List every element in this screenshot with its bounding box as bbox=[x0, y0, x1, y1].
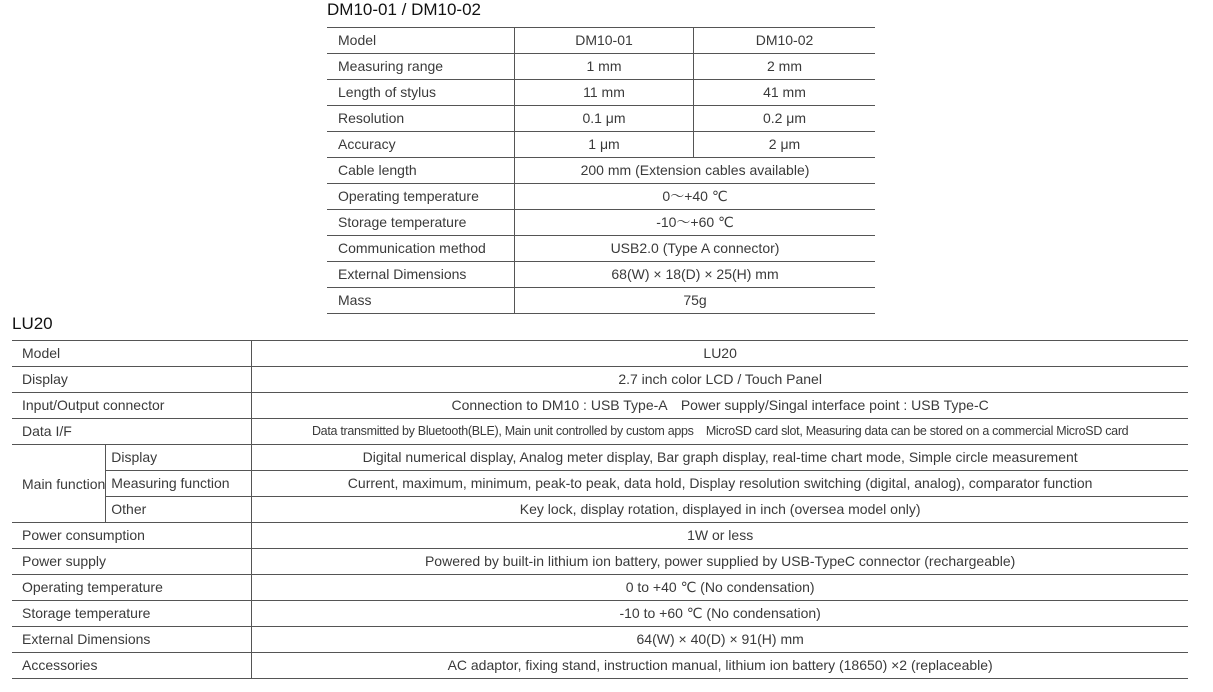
cell-value: Digital numerical display, Analog meter display, Bar graph display, real-time chart mode, Simple circle measurement bbox=[252, 445, 1188, 471]
sub-row-label: Display bbox=[106, 445, 252, 471]
cell-value: 200 mm (Extension cables available) bbox=[515, 158, 876, 184]
cell-value: Powered by built-in lithium ion battery, power supplied by USB-TypeC connector (rechargeable) bbox=[252, 549, 1188, 575]
row-label: Model bbox=[327, 28, 515, 54]
row-label: External Dimensions bbox=[327, 262, 515, 288]
table-row bbox=[12, 575, 1188, 601]
row-label: Resolution bbox=[327, 106, 515, 132]
row-label: Operating temperature bbox=[327, 184, 515, 210]
lu-spec-table bbox=[12, 340, 1188, 679]
table-row bbox=[12, 393, 1188, 419]
column-header: DM10-01 bbox=[515, 28, 694, 54]
cell-value: 2 mm bbox=[694, 54, 876, 80]
cell-value: 11 mm bbox=[515, 80, 694, 106]
cell-value: 0.1 μm bbox=[515, 106, 694, 132]
cell-value: -10 to +60 ℃ (No condensation) bbox=[252, 601, 1188, 627]
row-label: Storage temperature bbox=[327, 210, 515, 236]
table-row bbox=[12, 549, 1188, 575]
row-label: External Dimensions bbox=[12, 627, 252, 653]
table-row bbox=[12, 627, 1188, 653]
row-label: Measuring range bbox=[327, 54, 515, 80]
cell-value: 0.2 μm bbox=[694, 106, 876, 132]
table-row bbox=[12, 653, 1188, 679]
table-row bbox=[327, 236, 875, 262]
cell-value: 2.7 inch color LCD / Touch Panel bbox=[252, 367, 1188, 393]
row-label: Model bbox=[12, 341, 252, 367]
table-row bbox=[12, 497, 1188, 523]
cell-value: 1 μm bbox=[515, 132, 694, 158]
sub-row-label: Measuring function bbox=[106, 471, 252, 497]
table-row bbox=[327, 132, 875, 158]
column-header: DM10-02 bbox=[694, 28, 876, 54]
table-row bbox=[12, 471, 1188, 497]
dm-section-title: DM10-01 / DM10-02 bbox=[327, 0, 482, 19]
table-row bbox=[327, 106, 875, 132]
table-row bbox=[327, 80, 875, 106]
sub-row-label: Other bbox=[106, 497, 252, 523]
row-label: Power supply bbox=[12, 549, 252, 575]
main-function-label: Main function bbox=[12, 445, 106, 523]
cell-value: Key lock, display rotation, displayed in inch (oversea model only) bbox=[252, 497, 1188, 523]
table-row bbox=[327, 158, 875, 184]
table-row bbox=[327, 184, 875, 210]
cell-value: 0〜+40 ℃ bbox=[515, 184, 876, 210]
cell-value: 1W or less bbox=[252, 523, 1188, 549]
row-label: Length of stylus bbox=[327, 80, 515, 106]
row-label: Storage temperature bbox=[12, 601, 252, 627]
row-label: Data I/F bbox=[12, 419, 252, 445]
cell-value: LU20 bbox=[252, 341, 1188, 367]
cell-value: 2 μm bbox=[694, 132, 876, 158]
row-label: Accuracy bbox=[327, 132, 515, 158]
cell-value: 0 to +40 ℃ (No condensation) bbox=[252, 575, 1188, 601]
row-label: Accessories bbox=[12, 653, 252, 679]
row-label: Display bbox=[12, 367, 252, 393]
row-label: Operating temperature bbox=[12, 575, 252, 601]
row-label: Communication method bbox=[327, 236, 515, 262]
cell-value: 64(W) × 40(D) × 91(H) mm bbox=[252, 627, 1188, 653]
table-row bbox=[327, 288, 875, 314]
table-row bbox=[12, 523, 1188, 549]
table-row bbox=[12, 341, 1188, 367]
table-row bbox=[327, 262, 875, 288]
dm-spec-table bbox=[327, 27, 875, 314]
row-label: Cable length bbox=[327, 158, 515, 184]
row-label: Input/Output connector bbox=[12, 393, 252, 419]
cell-value: Data transmitted by Bluetooth(BLE), Main unit controlled by custom apps MicroSD card slot, Measuring data can be stored on a commercial MicroSD card bbox=[252, 419, 1188, 445]
table-row bbox=[12, 419, 1188, 445]
cell-value: USB2.0 (Type A connector) bbox=[515, 236, 876, 262]
table-row bbox=[12, 601, 1188, 627]
row-label: Mass bbox=[327, 288, 515, 314]
table-row bbox=[327, 28, 875, 54]
table-row bbox=[12, 445, 1188, 471]
row-label: Power consumption bbox=[12, 523, 252, 549]
cell-value: 68(W) × 18(D) × 25(H) mm bbox=[515, 262, 876, 288]
cell-value: 1 mm bbox=[515, 54, 694, 80]
cell-value: 41 mm bbox=[694, 80, 876, 106]
table-row bbox=[327, 54, 875, 80]
cell-value: -10〜+60 ℃ bbox=[515, 210, 876, 236]
cell-value: AC adaptor, fixing stand, instruction manual, lithium ion battery (18650) ×2 (replaceable) bbox=[252, 653, 1188, 679]
table-row bbox=[12, 367, 1188, 393]
lu-section-title: LU20 bbox=[12, 314, 53, 333]
cell-value: Current, maximum, minimum, peak-to peak, data hold, Display resolution switching (digital, analog), comparator function bbox=[252, 471, 1188, 497]
cell-value: 75g bbox=[515, 288, 876, 314]
cell-value: Connection to DM10 : USB Type-A Power supply/Singal interface point : USB Type-C bbox=[252, 393, 1188, 419]
table-row bbox=[327, 210, 875, 236]
